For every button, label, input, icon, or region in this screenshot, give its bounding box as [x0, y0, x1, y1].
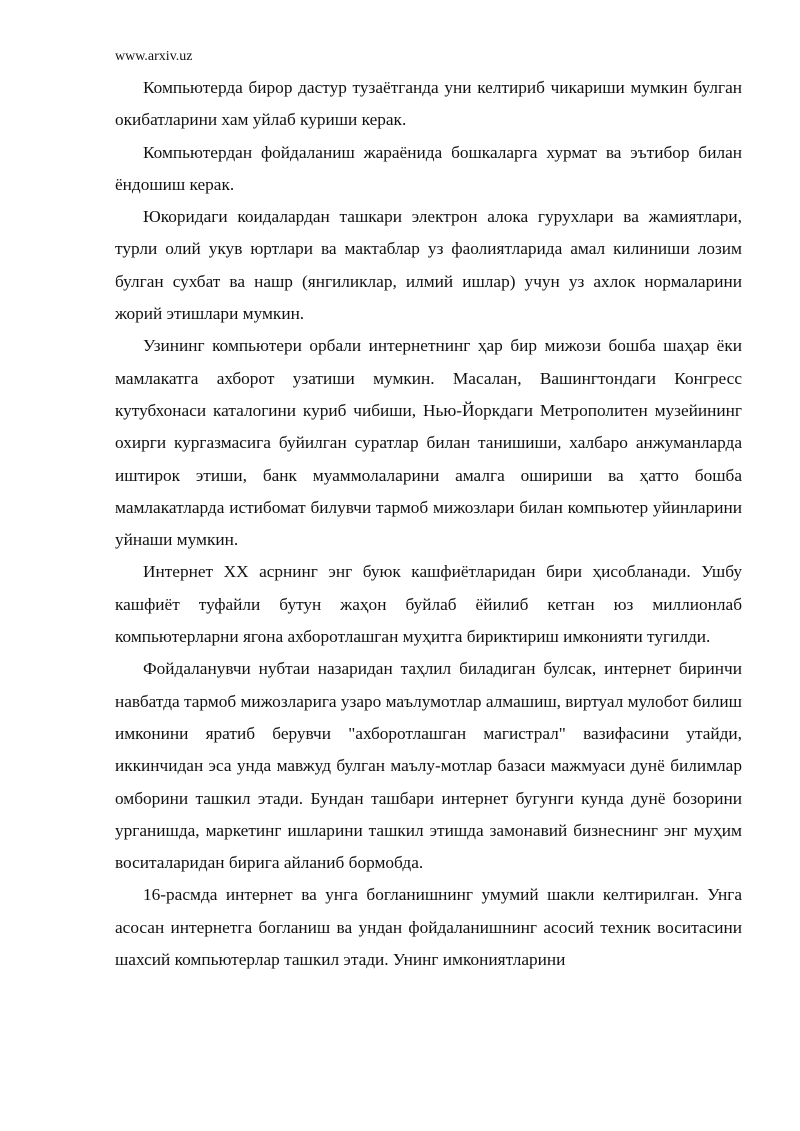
paragraph-1: Компьютерда бирор дастур тузаётганда уни келтириб чикариши мумкин булган окибатларини хам уйлаб куриши керак. — [115, 78, 742, 130]
paragraph-7: 16-расмда интернет ва унга богланишнинг умумий шакли келтирилган. Унга асосан интернетга богланиш ва ундан фойдаланишнинг асосий техник воситасини шахсий компьютерлар ташкил этади. Унинг имкониятларини — [115, 885, 742, 970]
paragraph-3: Юкоридаги коидалардан ташкари электрон алока гурухлари ва жамиятлари, турли олий укув юртлари ва мактаблар уз фаолиятларида амал килиниши лозим булган сухбат ва нашр (янгиликлар, илмий ишлар) учун уз ахлок нормаларини жорий этишлари мумкин. — [115, 207, 742, 324]
paragraph-4: Узининг компьютери орбали интернетнинг ҳар бир мижози бошба шаҳар ёки мамлакатга ахборот узатиши мумкин. Масалан, Вашингтондаги Конгресс кутубхонаси каталогини куриб чибиши, Нью-Йоркдаги Метрополитен музейининг охирги кургазмасига буйилган суратлар билан танишиши, халбаро анжуманларда иштирок этиши, банк муаммолаларини амалга ошириши ва ҳатто бошба мамлакатларда истибомат билувчи тармоб мижозлари билан компьютер уйинларини уйнаши мумкин. — [115, 336, 742, 550]
document-body — [115, 72, 742, 976]
paragraph-6: Фойдаланувчи нубтаи назаридан таҳлил биладиган булсак, интернет биринчи навбатда тармоб мижозларига узаро маълумотлар алмашиш, виртуал мулобот билиш имконини яратиб берувчи "ахборотлашган магистрал" вазифасини утайди, иккинчидан эса унда мавжуд булган маълу-мотлар базаси мажмуаси дунё билимлар омборини ташкил этади. Бундан ташбари интернет бугунги кунда дунё бозорини урганишда, маркетинг ишларини ташкил этишда замонавий бизнеснинг энг муҳим воситаларидан бирига айланиб бормобда. — [115, 659, 742, 873]
paragraph-2: Компьютердан фойдаланиш жараёнида бошкаларга хурмат ва эътибор билан ёндошиш керак. — [115, 142, 742, 194]
header-url: www.arxiv.uz — [115, 49, 193, 64]
paragraph-5: Интернет XX асрнинг энг буюк кашфиётларидан бири ҳисобланади. Ушбу кашфиёт туфайли бутун жаҳон буйлаб ёйилиб кетган юз миллионлаб компьютерларни ягона ахборотлашган муҳитга бириктириш имконияти тугилди. — [115, 562, 742, 647]
